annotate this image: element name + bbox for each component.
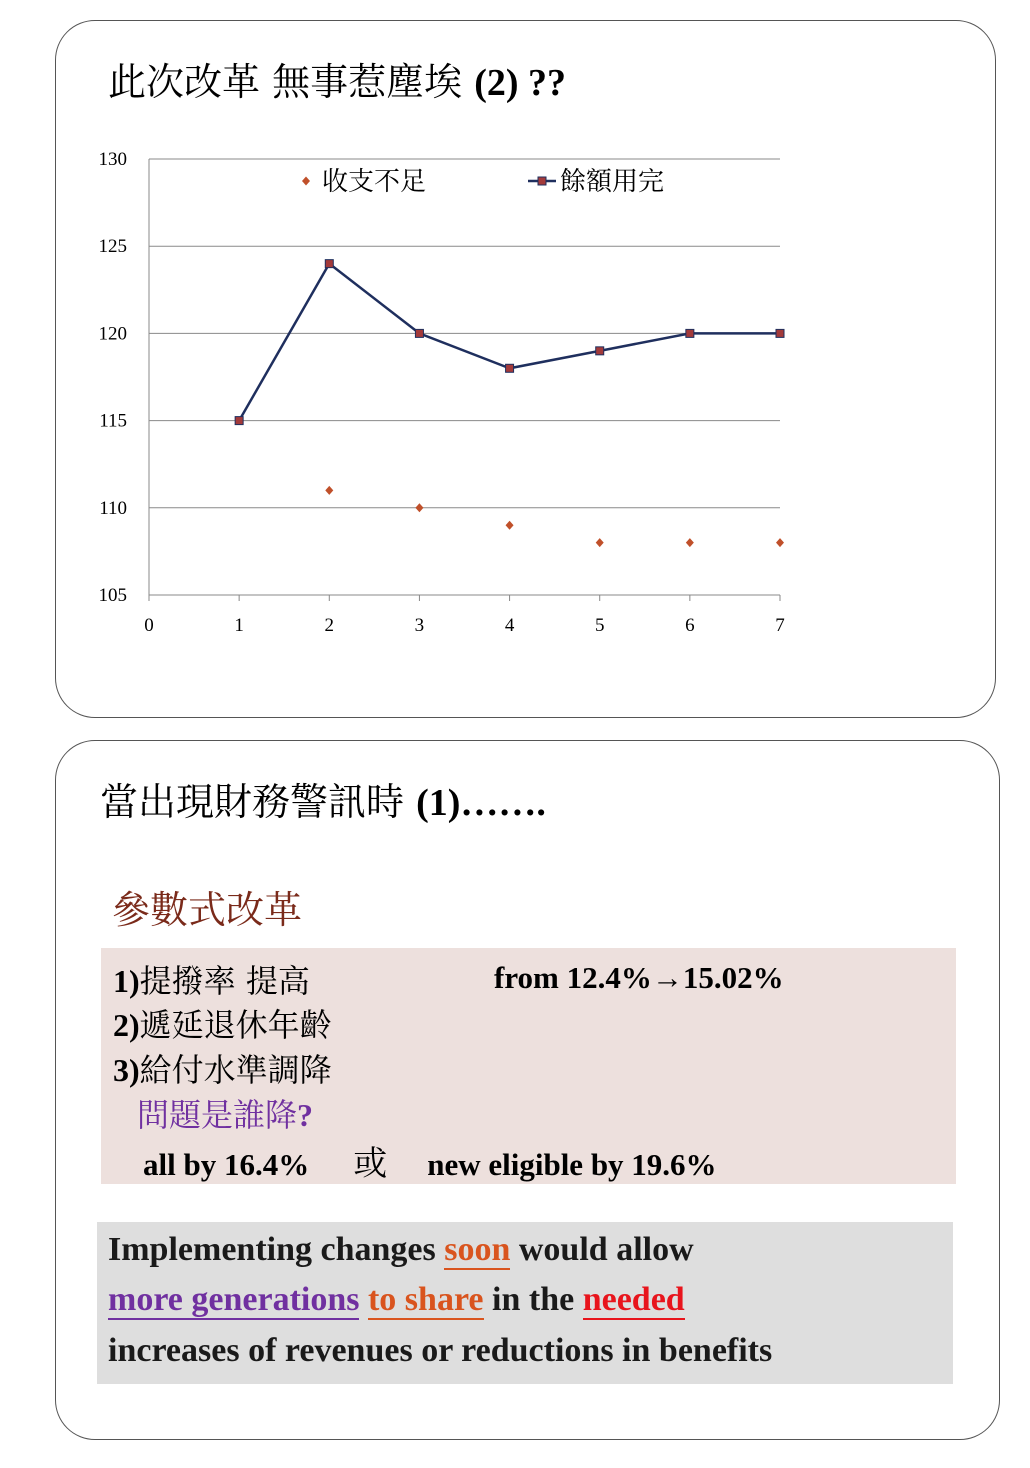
y-tick-label: 110 [99, 497, 127, 519]
y-tick-label: 125 [98, 236, 127, 258]
data-point-diamond [506, 521, 514, 530]
option-all: all by 16.4% [143, 1147, 310, 1182]
slide-title-latin: (2) ?? [474, 62, 566, 104]
slide-title-cjk: 此次改革 無事惹塵埃 [108, 60, 463, 104]
y-tick-label: 130 [98, 149, 127, 170]
contribution-rate-change [494, 960, 784, 996]
rate-to: 15.02% [682, 960, 784, 995]
reform-item-1 [113, 956, 310, 1002]
data-point-square [596, 347, 604, 355]
legend-label: 收支不足 [322, 167, 427, 197]
item-text: 提撥率 提高 [139, 962, 310, 1000]
item-number: 1) [113, 963, 140, 999]
data-point-diamond [325, 486, 333, 495]
y-tick-label: 120 [98, 323, 127, 345]
series-line-2 [239, 264, 780, 421]
slide-title-cjk: 當出現財務警訊時 [100, 780, 405, 824]
highlight-soon: soon [444, 1231, 511, 1268]
slide-panel-bottom [55, 740, 1000, 1440]
english-text: in the [483, 1281, 583, 1318]
reform-item-2 [113, 1000, 332, 1046]
line-chart [56, 21, 997, 719]
legend-marker-diamond [302, 177, 310, 186]
item-text: 給付水準調降 [139, 1051, 332, 1089]
option-new-eligible: new eligible by 19.6% [427, 1147, 717, 1182]
question-line [137, 1090, 313, 1136]
data-point-square [415, 329, 423, 337]
data-point-square [506, 364, 514, 372]
reduction-options [143, 1136, 717, 1185]
slide-title [100, 771, 546, 826]
english-line-1 [108, 1231, 694, 1269]
legend-marker-square [538, 177, 546, 185]
data-point-diamond [776, 538, 784, 547]
reform-item-3 [113, 1045, 332, 1091]
data-point-square [776, 329, 784, 337]
legend-label: 餘額用完 [560, 167, 665, 197]
slide-panel-top [55, 20, 996, 718]
data-point-diamond [415, 503, 423, 512]
reform-heading: 參數式改革 [112, 888, 303, 932]
x-tick-label: 1 [234, 615, 244, 636]
english-note-box [97, 1222, 953, 1384]
item-number: 2) [113, 1007, 140, 1043]
reform-items-box [101, 948, 956, 1184]
item-number: 3) [113, 1052, 140, 1088]
english-line-2 [108, 1281, 685, 1319]
y-tick-label: 115 [99, 410, 127, 432]
right-arrow-icon: → [651, 960, 683, 995]
data-point-square [235, 417, 243, 425]
question-mark: ? [297, 1097, 314, 1133]
data-point-square [686, 329, 694, 337]
y-tick-label: 105 [98, 585, 127, 606]
question-text: 問題是誰降 [137, 1096, 298, 1134]
x-tick-label: 6 [685, 615, 695, 636]
slide-title-latin: (1)……. [416, 782, 546, 824]
data-point-diamond [686, 538, 694, 547]
x-tick-label: 5 [594, 615, 605, 636]
english-text: Implementing changes [108, 1231, 445, 1268]
highlight-needed: needed [582, 1281, 685, 1318]
x-tick-label: 3 [414, 615, 425, 636]
highlight-more-generations: more generations [108, 1281, 360, 1318]
english-text: would allow [510, 1231, 694, 1268]
item-text: 遞延退休年齡 [139, 1006, 332, 1044]
x-tick-label: 0 [144, 615, 154, 636]
data-point-diamond [596, 538, 604, 547]
highlight-to-share: to share [367, 1281, 484, 1318]
rate-from: from 12.4% [494, 960, 652, 995]
option-or: 或 [353, 1144, 388, 1184]
data-point-square [325, 260, 333, 268]
x-tick-label: 4 [504, 615, 515, 636]
english-line-3: increases of revenues or reductions in benefits [108, 1332, 773, 1369]
x-tick-label: 7 [775, 615, 785, 636]
x-tick-label: 2 [324, 615, 335, 636]
